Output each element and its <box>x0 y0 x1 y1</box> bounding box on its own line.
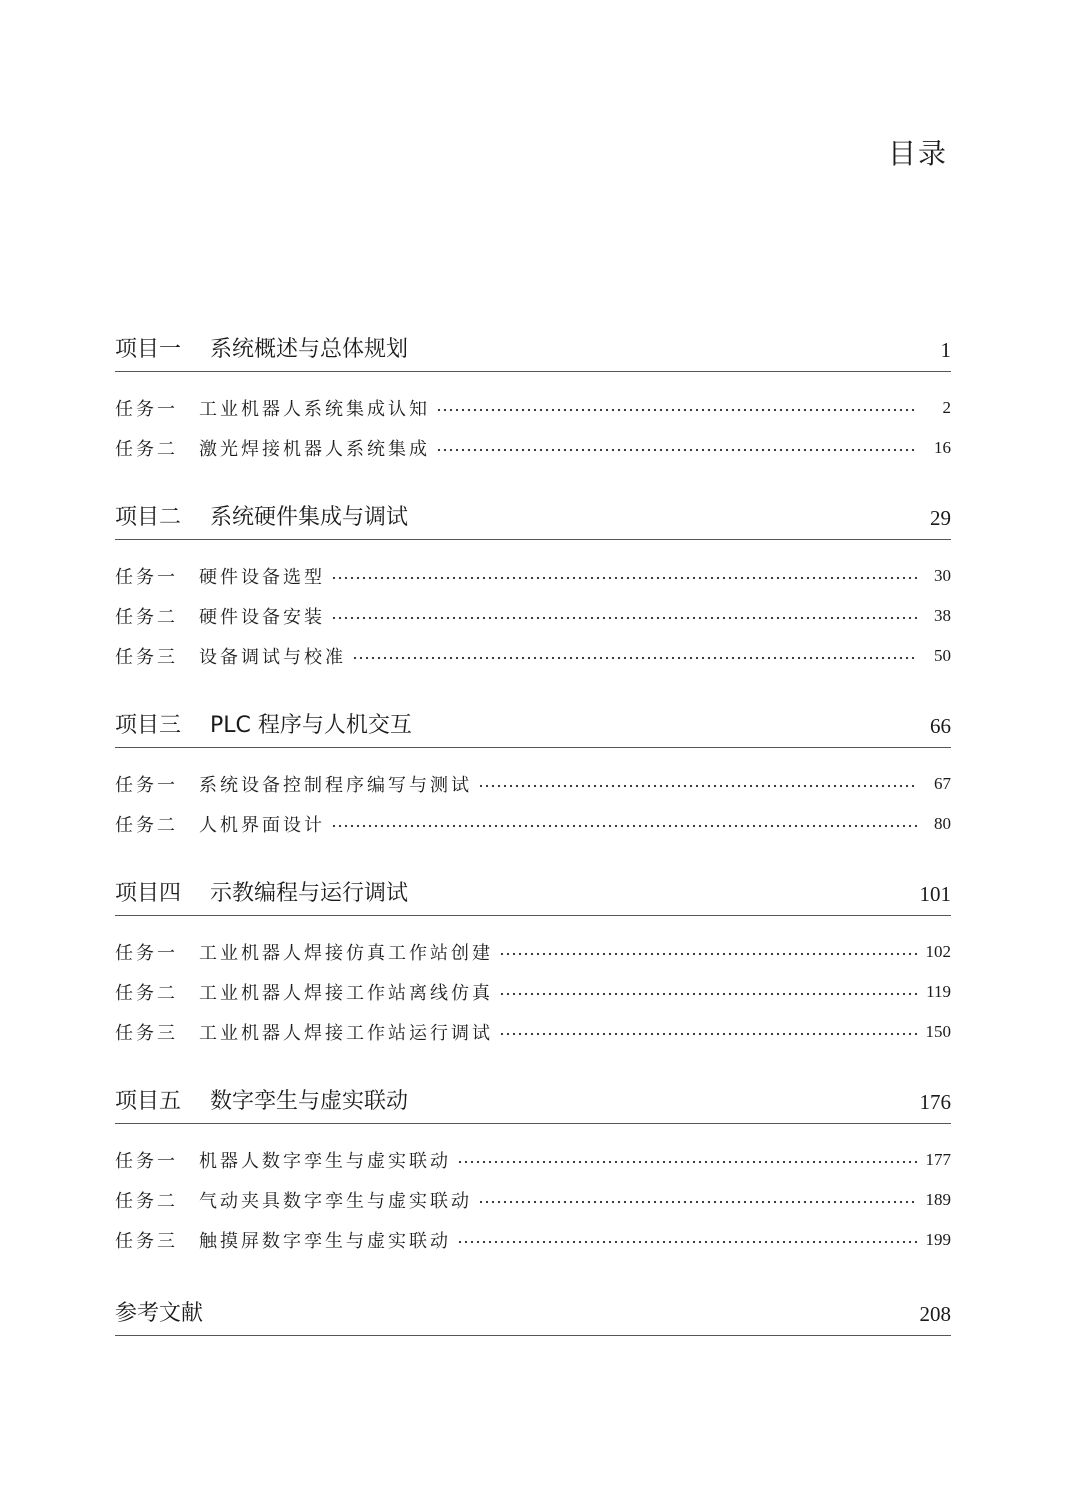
task-page-number: 30 <box>934 566 951 585</box>
project-number: 项目二 <box>115 505 182 530</box>
task-page-number: 199 <box>925 1230 951 1249</box>
project-number: 项目五 <box>115 1089 182 1114</box>
task-number: 任务一 <box>115 399 178 420</box>
dot-leader <box>499 992 917 996</box>
toc-project <box>115 1078 951 1260</box>
task-number: 任务一 <box>115 775 178 796</box>
task-number: 任务二 <box>115 607 178 628</box>
toc-task-entry[interactable] <box>115 804 951 844</box>
toc-task-entry[interactable] <box>115 556 951 596</box>
project-number: 项目一 <box>115 337 182 362</box>
toc-task-entry[interactable] <box>115 1140 951 1180</box>
toc-task-entry[interactable] <box>115 1220 951 1260</box>
toc-task-entry[interactable] <box>115 972 951 1012</box>
project-title: PLC 程序与人机交互 <box>210 713 412 738</box>
project-page-number: 1 <box>940 338 951 362</box>
task-title: 触摸屏数字孪生与虚实联动 <box>199 1231 451 1252</box>
references-heading[interactable] <box>115 1290 951 1336</box>
task-page-number: 16 <box>934 438 951 457</box>
task-page-number: 189 <box>925 1190 951 1209</box>
project-number: 项目三 <box>115 713 182 738</box>
task-title: 硬件设备选型 <box>199 567 325 588</box>
dot-leader <box>478 1200 917 1204</box>
task-page-number: 80 <box>934 814 951 833</box>
task-title: 气动夹具数字孪生与虚实联动 <box>199 1191 472 1212</box>
task-number: 任务三 <box>115 1023 178 1044</box>
project-title: 示教编程与运行调试 <box>210 881 409 906</box>
toc-task-entry[interactable] <box>115 1012 951 1052</box>
page-title: 目录 <box>887 137 948 170</box>
task-title: 激光焊接机器人系统集成 <box>199 439 430 460</box>
project-title: 系统概述与总体规划 <box>210 337 409 362</box>
task-number: 任务二 <box>115 1191 178 1212</box>
task-page-number: 50 <box>934 646 951 665</box>
task-number: 任务一 <box>115 1151 178 1172</box>
task-number: 任务三 <box>115 1231 178 1252</box>
toc-project <box>115 870 951 1052</box>
toc-task-entry[interactable] <box>115 636 951 676</box>
project-title: 系统硬件集成与调试 <box>210 505 409 530</box>
task-number: 任务三 <box>115 647 178 668</box>
references-page-number: 208 <box>919 1302 951 1326</box>
project-page-number: 176 <box>919 1090 951 1114</box>
dot-leader <box>436 448 917 452</box>
task-title: 工业机器人系统集成认知 <box>199 399 430 420</box>
project-heading[interactable] <box>115 1078 951 1124</box>
dot-leader <box>352 656 917 660</box>
task-page-number: 38 <box>934 606 951 625</box>
task-page-number: 102 <box>925 942 951 961</box>
toc-task-entry[interactable] <box>115 388 951 428</box>
toc-project <box>115 326 951 468</box>
task-title: 机器人数字孪生与虚实联动 <box>199 1151 451 1172</box>
toc-task-entry[interactable] <box>115 596 951 636</box>
task-title: 人机界面设计 <box>199 815 325 836</box>
task-number: 任务二 <box>115 815 178 836</box>
project-title: 数字孪生与虚实联动 <box>210 1089 409 1114</box>
task-title: 设备调试与校准 <box>199 647 346 668</box>
dot-leader <box>331 616 917 620</box>
project-page-number: 66 <box>930 714 951 738</box>
task-title: 工业机器人焊接仿真工作站创建 <box>199 943 493 964</box>
dot-leader <box>331 824 917 828</box>
project-page-number: 101 <box>919 882 951 906</box>
task-number: 任务一 <box>115 567 178 588</box>
toc-project <box>115 494 951 676</box>
task-page-number: 150 <box>925 1022 951 1041</box>
task-page-number: 2 <box>942 398 951 417</box>
toc-references <box>115 1290 951 1336</box>
dot-leader <box>436 408 917 412</box>
project-number: 项目四 <box>115 881 182 906</box>
dot-leader <box>331 576 917 580</box>
toc-task-entry[interactable] <box>115 932 951 972</box>
references-title: 参考文献 <box>115 1301 204 1326</box>
dot-leader <box>499 1032 917 1036</box>
dot-leader <box>478 784 917 788</box>
dot-leader <box>457 1160 917 1164</box>
task-number: 任务二 <box>115 439 178 460</box>
task-title: 工业机器人焊接工作站离线仿真 <box>199 983 493 1004</box>
task-title: 系统设备控制程序编写与测试 <box>199 775 472 796</box>
task-title: 硬件设备安装 <box>199 607 325 628</box>
project-heading[interactable] <box>115 870 951 916</box>
project-page-number: 29 <box>930 506 951 530</box>
toc-task-entry[interactable] <box>115 428 951 468</box>
dot-leader <box>457 1240 917 1244</box>
task-title: 工业机器人焊接工作站运行调试 <box>199 1023 493 1044</box>
table-of-contents <box>115 326 951 1362</box>
toc-task-entry[interactable] <box>115 1180 951 1220</box>
task-page-number: 119 <box>926 982 951 1001</box>
toc-task-entry[interactable] <box>115 764 951 804</box>
task-number: 任务二 <box>115 983 178 1004</box>
task-page-number: 177 <box>925 1150 951 1169</box>
project-heading[interactable] <box>115 702 951 748</box>
task-page-number: 67 <box>934 774 951 793</box>
project-heading[interactable] <box>115 494 951 540</box>
task-number: 任务一 <box>115 943 178 964</box>
project-heading[interactable] <box>115 326 951 372</box>
toc-project <box>115 702 951 844</box>
dot-leader <box>499 952 917 956</box>
